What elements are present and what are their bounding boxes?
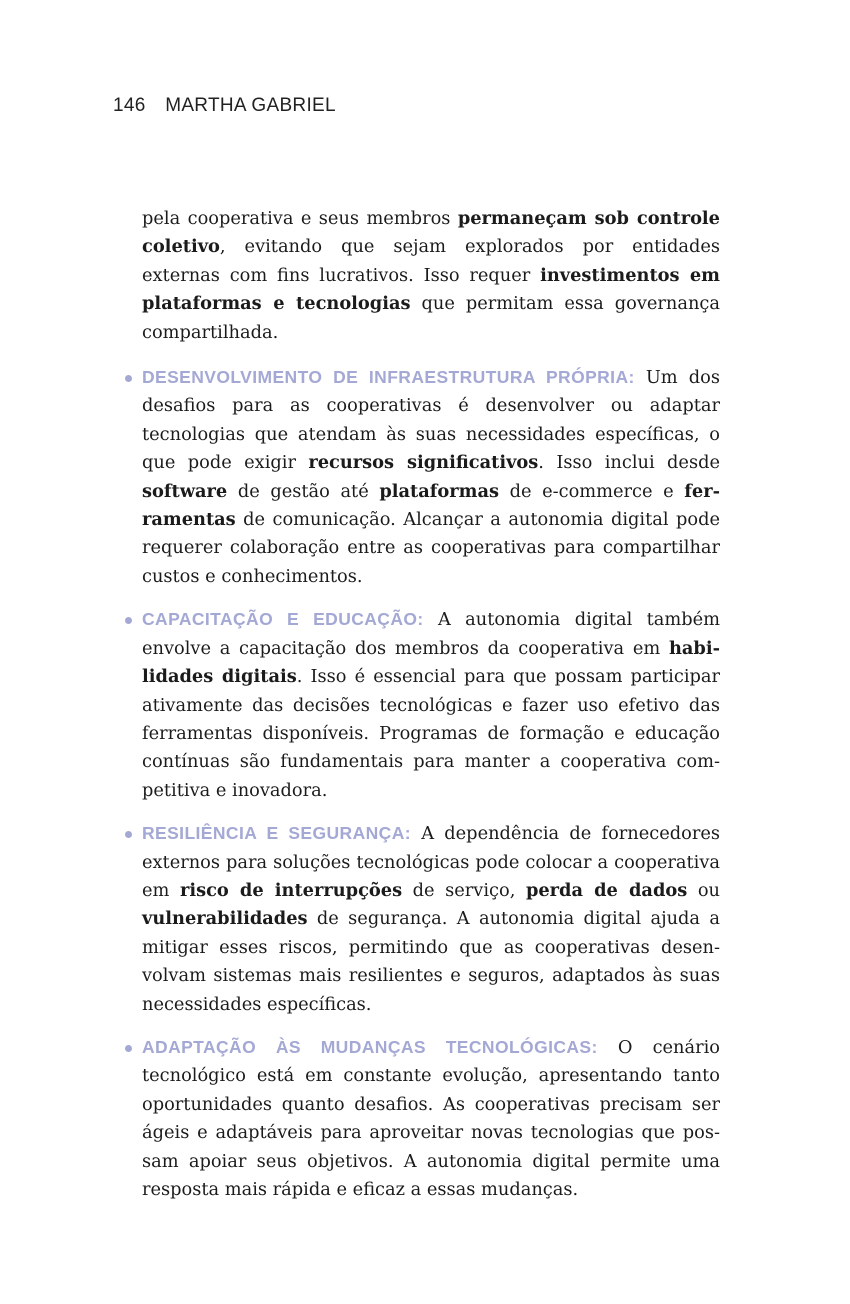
text-run: , evitando que sejam explorados por entidades externas com fins lucrativos. Isso requer	[142, 236, 720, 286]
bullet-heading: ADAPTAÇÃO ÀS MUDANÇAS TECNOLÓGICAS:	[142, 1036, 598, 1057]
list-item	[142, 819, 720, 1019]
page-number: 146	[113, 95, 146, 116]
list-item	[142, 1033, 720, 1204]
text-run: de segurança. A autonomia digital ajuda a mitigar esses riscos, permitindo que as cooperativas desenvolvam sistemas mais resilientes e seguros, adaptados às suas necessidades específicas.	[142, 908, 720, 1015]
list-item	[142, 363, 720, 591]
text-run: de gestão até	[227, 480, 380, 502]
bold-phrase: vulnerabilidades	[142, 908, 308, 930]
intro-paragraph	[142, 205, 720, 347]
running-header	[113, 95, 336, 117]
text-run: de e-commerce e	[499, 480, 685, 502]
text-run: A dependência de fornecedores externos para soluções tecnológicas pode colocar a cooperativa em	[142, 823, 720, 901]
bold-phrase: plataformas	[379, 480, 499, 502]
bullet-list	[142, 363, 720, 1204]
bullet-dot-icon	[125, 831, 132, 838]
text-run: pela cooperativa e seus membros	[142, 208, 458, 229]
page-body	[142, 205, 720, 1204]
text-run: ou	[687, 879, 720, 901]
bold-phrase: investimentos em plataformas e tecnologias	[142, 264, 720, 315]
bold-phrase: habilidades digitais	[142, 637, 720, 688]
text-run: O cenário tecnológico está em constante evolução, apresentando tanto oportunidades quanto desafios. As cooperativas precisam ser ágeis e adaptáveis para aproveitar novas tecnologias que possam apoiar seus objetivos. A autonomia digital permite uma resposta mais rápida e eficaz a essas mudanças.	[142, 1036, 721, 1200]
text-run: Um dos desafios para as cooperativas é desenvolver ou adaptar tecnologias que atendam às suas necessidades específicas, o que pode exigir	[142, 367, 720, 474]
bold-phrase: recursos significativos	[308, 452, 539, 474]
bullet-dot-icon	[125, 617, 132, 624]
text-run: de serviço,	[402, 879, 526, 901]
bullet-dot-icon	[125, 375, 132, 382]
text-run: de comunicação. Alcançar a autonomia digital pode requerer colaboração entre as cooperativas para compartilhar custos e conhecimentos.	[142, 509, 720, 587]
bold-phrase: permaneçam sob controle coletivo	[142, 208, 720, 258]
text-run: . Isso inclui desde	[538, 452, 720, 474]
text-run: A autonomia digital também envolve a capacitação dos membros da cooperativa em	[142, 609, 720, 659]
bullet-heading: RESILIÊNCIA E SEGURANÇA:	[142, 823, 411, 844]
text-run: . Isso é essencial para que possam participar ativamente das decisões tecnológicas e fazer uso efetivo das ferramentas disponíveis. Programas de formação e educação contínuas são fundamentais para manter a cooperativa competitiva e inovadora.	[142, 666, 720, 801]
text-run: que permitam essa governança compartilhada.	[142, 293, 720, 343]
bold-phrase: ferramentas	[142, 480, 720, 531]
bullet-heading: DESENVOLVIMENTO DE INFRAESTRUTURA PRÓPRIA:	[142, 367, 635, 388]
bold-phrase: perda de dados	[525, 879, 688, 901]
bold-phrase: software	[142, 480, 228, 502]
list-item	[142, 605, 720, 805]
bold-phrase: risco de interrupções	[179, 879, 403, 901]
bullet-dot-icon	[125, 1045, 132, 1052]
author-name: MARTHA GABRIEL	[165, 95, 336, 116]
bullet-heading: CAPACITAÇÃO E EDUCAÇÃO:	[142, 609, 424, 630]
